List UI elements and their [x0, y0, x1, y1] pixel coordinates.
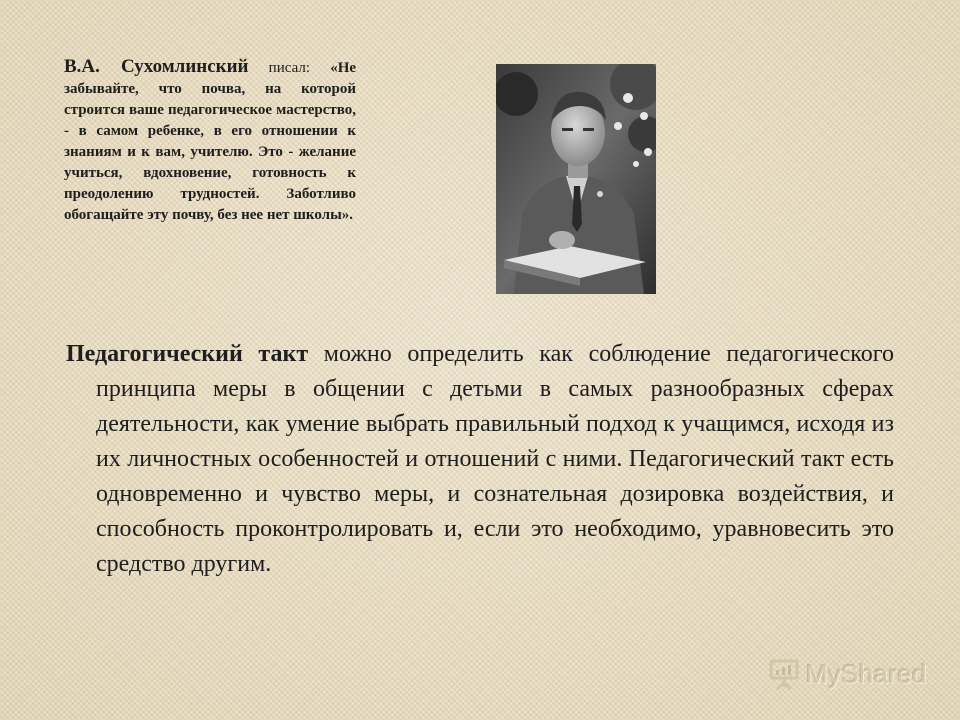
watermark-text: MyShared [806, 658, 927, 689]
quote-block [64, 56, 356, 226]
presentation-board-icon [768, 657, 800, 691]
quote-author: В.А. Сухомлинский [64, 56, 249, 77]
main-paragraph [66, 337, 894, 582]
portrait-photo [496, 64, 656, 294]
quote-wrote: писал: [268, 60, 311, 76]
myshared-watermark [768, 654, 927, 694]
main-term: Педагогический такт [66, 341, 309, 367]
main-text: можно определить как соблюдение педагогического принципа меры в общении с детьми в самых разнообразных сферах деятельности, как умение выбрать правильный подход к учащимся, исходя из их личностных особенностей и отношений с ними. Педагогический такт есть одновременно и чувство меры, и сознательная дозировка воздействия, и способность проконтролировать и, если это необходимо, уравновесить это средство другим. [96, 341, 894, 577]
quote-text: «Не забывайте, что почва, на которой строится ваше педагогическое мастерство, - в самом ребенке, в его отношении к знаниям и к вам, учителю. Это - желание учиться, вдохновение, готовность к преодолению трудностей. Заботливо обогащайте эту почву, без нее нет школы». [64, 60, 357, 223]
